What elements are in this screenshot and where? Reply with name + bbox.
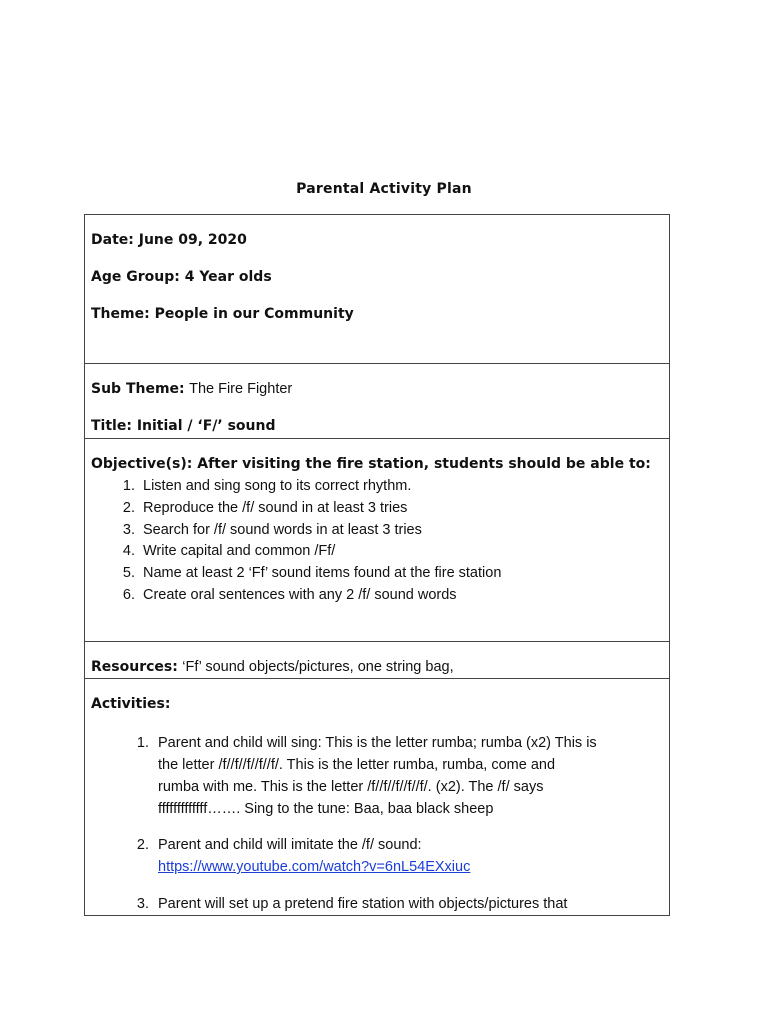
sub-theme-label: Sub Theme: (91, 381, 185, 397)
header-section (84, 214, 670, 364)
objectives-intro: After visiting the fire station, students should be able to: (197, 456, 651, 472)
age-group-row (91, 269, 272, 285)
date-value: June 09, 2020 (138, 232, 247, 248)
objectives-heading (91, 456, 651, 472)
objective-item: 1. Listen and sing song to its correct rhythm. (122, 478, 412, 494)
objective-item: 2. Reproduce the /f/ sound in at least 3 tries (122, 500, 408, 516)
resources-value: ‘Ff’ sound objects/pictures, one string bag, (182, 659, 454, 675)
sub-theme-section (84, 363, 670, 439)
page-title: Parental Activity Plan (296, 181, 472, 197)
resources-row (91, 659, 454, 675)
theme-label: Theme: (91, 306, 150, 322)
objective-item: 4. Write capital and common /Ff/ (122, 543, 336, 559)
objective-item: 3. Search for /f/ sound words in at least 3 tries (122, 522, 422, 538)
activity-number: 2. (136, 837, 149, 853)
age-group-value: 4 Year olds (184, 269, 272, 285)
theme-value: People in our Community (154, 306, 354, 322)
activity-number: 1. (136, 735, 149, 751)
title-row (91, 418, 275, 434)
activity-item-3: 3. Parent will set up a pretend fire station with objects/pictures that (133, 893, 653, 915)
activity-item-2: 2. Parent and child will imitate the /f/ sound: https://www.youtube.com/watch?v=6nL54EXxiuc (133, 834, 653, 878)
theme-row (91, 306, 354, 322)
objective-item: 6. Create oral sentences with any 2 /f/ sound words (122, 587, 457, 603)
activities-label: Activities: (91, 696, 171, 712)
sub-theme-row (91, 381, 292, 397)
resources-label: Resources: (91, 659, 178, 675)
activity-number: 3. (136, 896, 149, 912)
objective-item: 5. Name at least 2 ‘Ff’ sound items found at the fire station (122, 565, 502, 581)
activity-item-1: 1. Parent and child will sing: This is the letter rumba; rumba (x2) This is the letter /f//f//f//f//f/. This is the letter rumba, rumba, come and rumba with me. This is the letter /f//f//f//f//f/. (x2). The /f/ says fffffffffffff……. Sing to the tune: Baa, baa black sheep (133, 732, 653, 820)
title-label: Title: (91, 418, 132, 434)
date-label: Date: (91, 232, 134, 248)
sub-theme-value: The Fire Fighter (189, 381, 293, 397)
age-group-label: Age Group: (91, 269, 180, 285)
objectives-section (84, 438, 670, 642)
resources-section (84, 641, 670, 679)
objectives-label: Objective(s): (91, 456, 193, 472)
title-value: Initial / ‘F/’ sound (136, 418, 276, 434)
youtube-link[interactable]: https://www.youtube.com/watch?v=6nL54EXxiuc (158, 859, 471, 875)
date-row (91, 232, 247, 248)
activities-section (84, 678, 670, 916)
